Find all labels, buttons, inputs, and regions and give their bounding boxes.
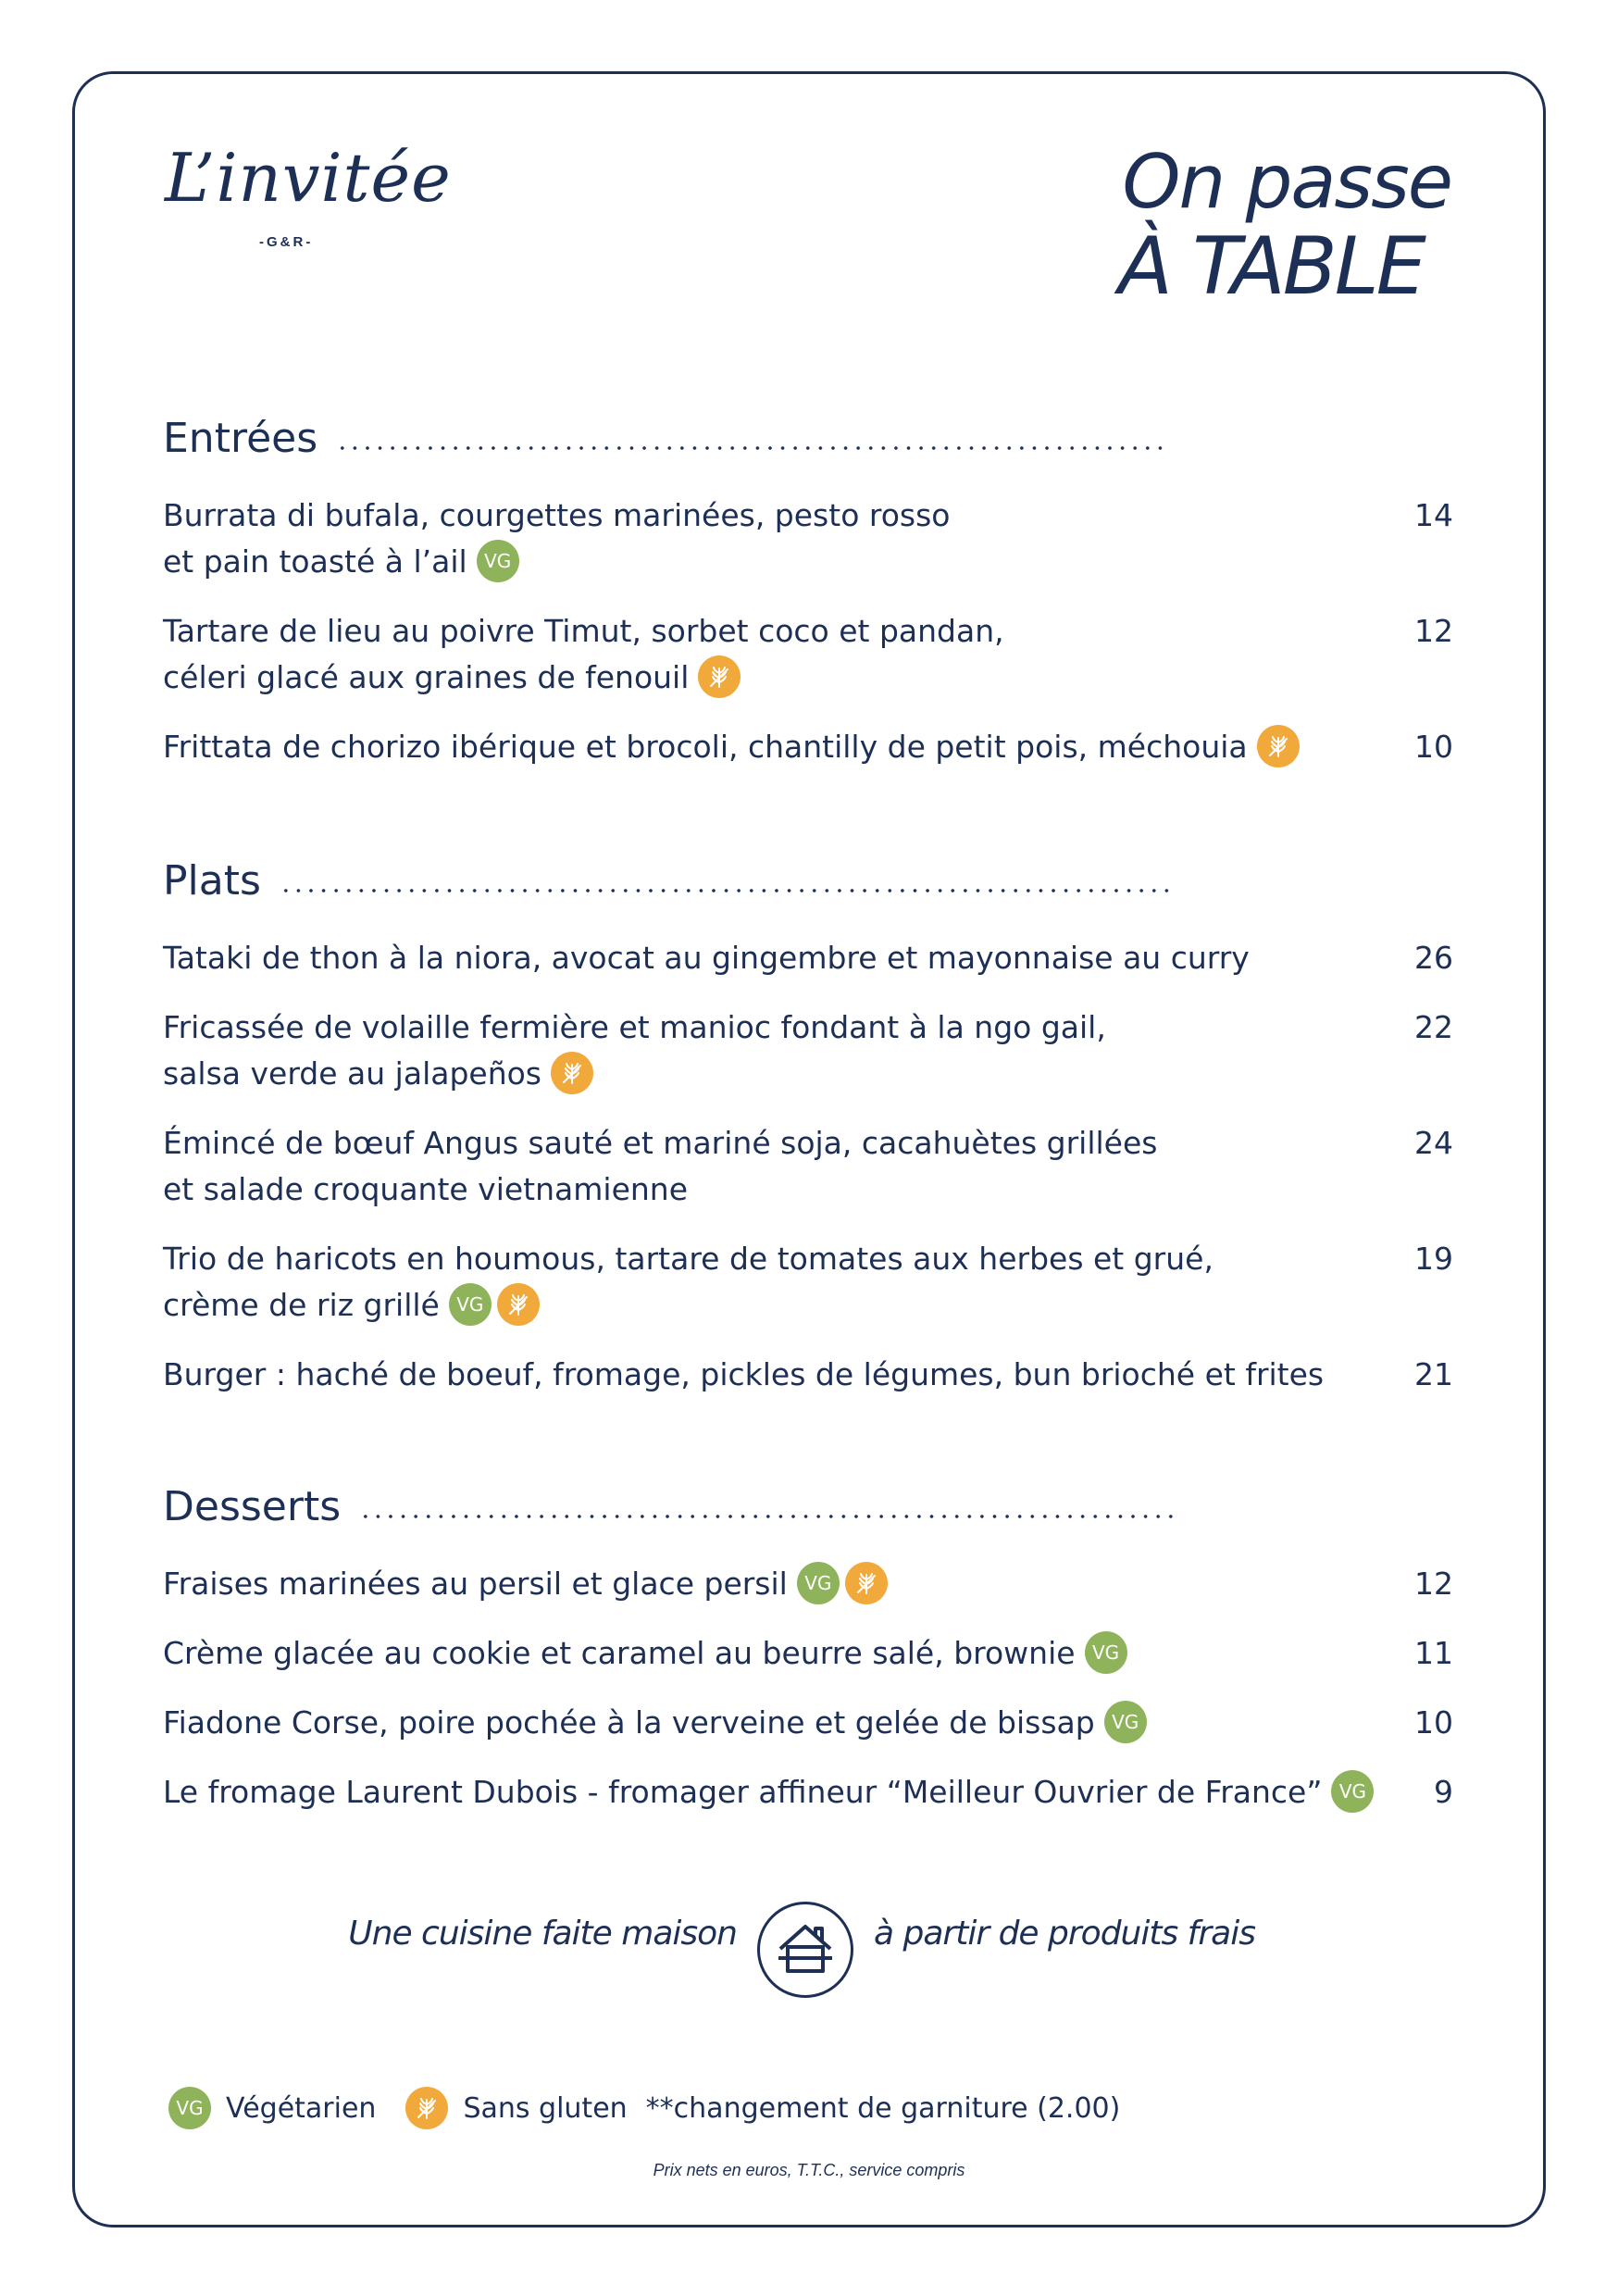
item-line: Tataki de thon à la niora, avocat au gingembre et mayonnaise au curry: [163, 940, 1250, 976]
vegetarian-badge: VG: [477, 540, 519, 582]
menu-item: [163, 1700, 1147, 1746]
gluten-free-badge: [845, 1562, 888, 1604]
item-line: Fiadone Corse, poire pochée à la verveine et gelée de bissap: [163, 1704, 1095, 1741]
dot-leader: [336, 446, 1169, 450]
item-price: 14: [1414, 497, 1453, 533]
menu-item: [163, 935, 1250, 981]
item-line: Trio de haricots en houmous, tartare de tomates aux herbes et grué,: [163, 1241, 1214, 1277]
item-line: salsa verde au jalapeños: [163, 1055, 542, 1092]
gluten-free-badge: [1257, 725, 1300, 767]
item-price: 10: [1414, 1704, 1453, 1741]
section-title-text: Desserts: [163, 1483, 342, 1530]
tagline-line1: On passe: [1122, 139, 1451, 225]
price-footnote: Prix nets en euros, T.T.C., service compris: [653, 2161, 965, 2179]
legend-garnish-note: **changement de garniture (2.00): [645, 2091, 1121, 2125]
menu-item: [163, 1769, 1374, 1816]
item-line: céleri glacé aux graines de fenouil: [163, 659, 690, 695]
tagline-line2: À TABLE: [1118, 220, 1424, 313]
menu-item: [163, 1004, 1106, 1097]
section-title-plats: [163, 857, 1170, 905]
restaurant-logo: [165, 139, 452, 259]
item-line: Tartare de lieu au poivre Timut, sorbet coco et pandan,: [163, 613, 1004, 649]
house-icon: [757, 1902, 853, 1998]
item-line: Burrata di bufala, courgettes marinées, pesto rosso: [163, 497, 951, 533]
section-title-entrees: [163, 415, 1169, 462]
menu-item: [163, 1120, 1157, 1213]
homemade-text-left: Une cuisine faite maison: [348, 1915, 737, 1953]
gluten-free-badge: [405, 2087, 448, 2129]
item-line: Fricassée de volaille fermière et manioc fondant à la ngo gail,: [163, 1009, 1106, 1045]
item-line: Fraises marinées au persil et glace persil: [163, 1566, 788, 1602]
menu-item: [163, 608, 1004, 701]
dot-leader: [280, 889, 1170, 892]
item-line: Burger : haché de boeuf, fromage, pickles de légumes, bun brioché et frites: [163, 1356, 1325, 1392]
menu-item: [163, 1630, 1127, 1677]
item-price: 21: [1414, 1356, 1453, 1392]
item-line: Le fromage Laurent Dubois - fromager affineur “Meilleur Ouvrier de France”: [163, 1774, 1323, 1810]
section-title-text: Plats: [163, 857, 261, 905]
tagline: [1063, 139, 1451, 324]
vegetarian-badge: VG: [449, 1283, 492, 1326]
vegetarian-badge: VG: [797, 1562, 840, 1604]
item-line: Émincé de bœuf Angus sauté et mariné soja, cacahuètes grillées: [163, 1125, 1158, 1161]
dot-leader: [359, 1515, 1174, 1518]
item-price: 22: [1414, 1009, 1453, 1045]
logo-text: L’invitée: [165, 139, 452, 217]
section-title-text: Entrées: [163, 415, 318, 462]
item-price: 12: [1414, 613, 1453, 649]
menu-item: [163, 1561, 888, 1607]
section-title-desserts: [163, 1483, 1174, 1530]
vegetarian-badge: VG: [1085, 1631, 1127, 1674]
logo-subtitle: -G&R-: [259, 234, 314, 250]
item-price: 10: [1414, 729, 1453, 765]
item-price: 26: [1414, 940, 1453, 976]
gluten-free-badge: [698, 655, 741, 698]
legend-gluten-free-label: Sans gluten: [463, 2091, 628, 2125]
homemade-banner: [0, 1898, 1618, 2000]
item-price: 9: [1434, 1774, 1453, 1810]
item-line: Crème glacée au cookie et caramel au beurre salé, brownie: [163, 1635, 1076, 1671]
menu-item: [163, 1352, 1324, 1398]
item-price: 19: [1414, 1241, 1453, 1277]
legend-vegetarian-label: Végétarien: [226, 2091, 377, 2125]
item-price: 12: [1414, 1566, 1453, 1602]
vegetarian-badge: VG: [168, 2087, 211, 2129]
gluten-free-badge: [497, 1283, 540, 1326]
vegetarian-badge: VG: [1104, 1701, 1147, 1743]
item-line: et pain toasté à l’ail: [163, 543, 467, 580]
gluten-free-badge: [551, 1052, 593, 1094]
item-line: crème de riz grillé: [163, 1287, 440, 1323]
item-line: Frittata de chorizo ibérique et brocoli, chantilly de petit pois, méchouia: [163, 729, 1248, 765]
legend: [168, 2085, 1120, 2131]
item-price: 24: [1414, 1125, 1453, 1161]
vegetarian-badge: VG: [1331, 1770, 1374, 1813]
item-line: et salade croquante vietnamienne: [163, 1171, 689, 1207]
menu-item: [163, 724, 1300, 770]
homemade-text-right: à partir de produits frais: [874, 1915, 1255, 1953]
menu-item: [163, 1236, 1214, 1329]
item-price: 11: [1414, 1635, 1453, 1671]
menu-item: [163, 493, 950, 585]
